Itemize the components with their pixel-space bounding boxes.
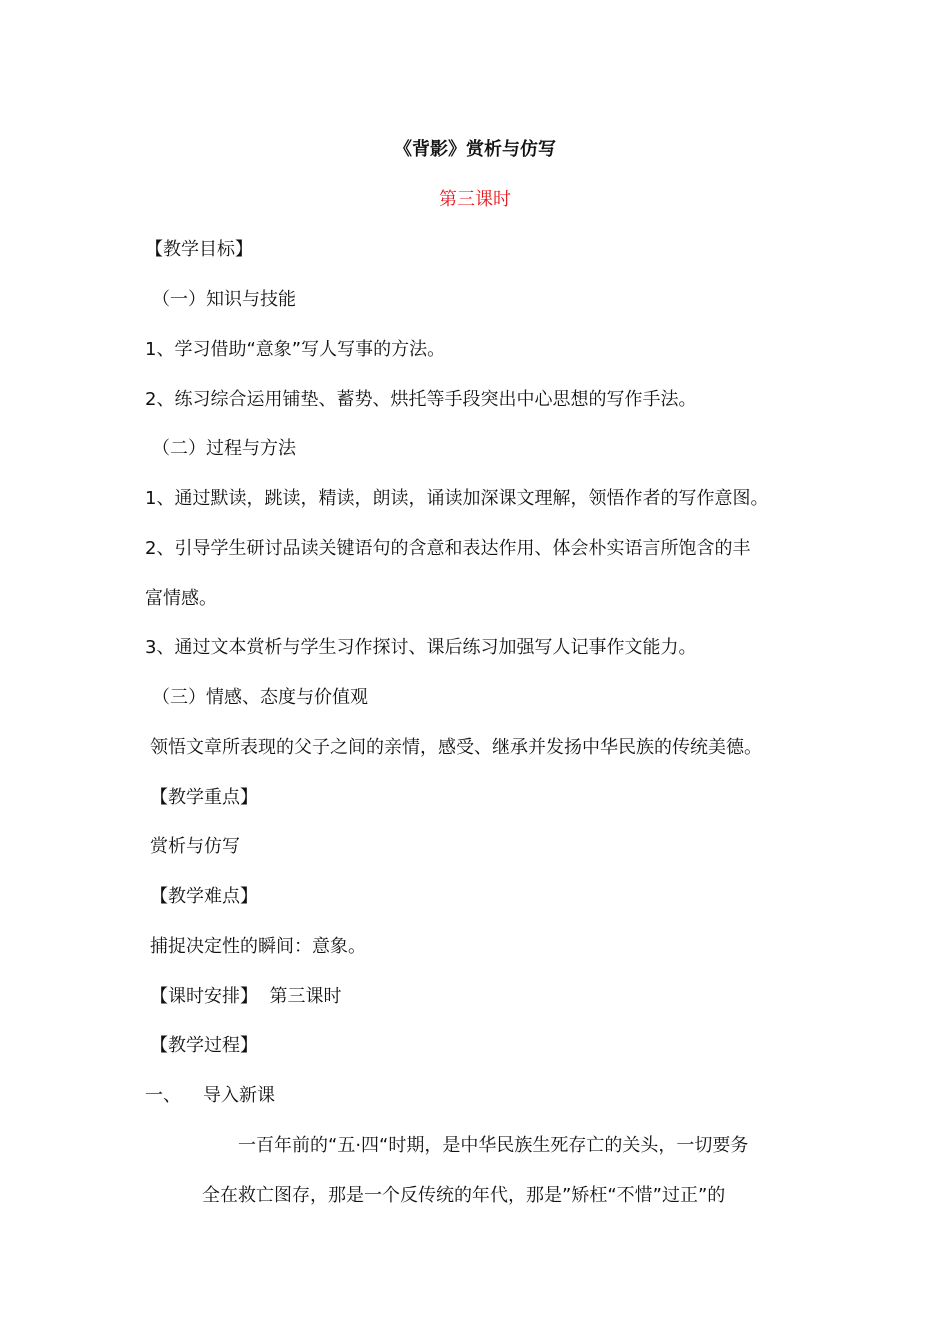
paragraph-line: 一百年前的“五·四“时期，是中华民族生死存亡的关头，一切要务 — [238, 1135, 749, 1156]
section2-item: 富情感。 — [145, 588, 217, 609]
section2-item: 3、通过文本赏析与学生习作探讨、课后练习加强写人记事作文能力。 — [145, 637, 697, 658]
section1-heading: （一）知识与技能 — [152, 289, 296, 310]
section3-text: 领悟文章所表现的父子之间的亲情，感受、继承并发扬中华民族的传统美德。 — [150, 737, 762, 758]
section3-heading: （三）情感、态度与价值观 — [152, 687, 368, 708]
goals-heading: 【教学目标】 — [145, 239, 253, 260]
page-title: 《背影》赏析与仿写 — [394, 139, 556, 160]
step1-title: 导入新课 — [203, 1085, 275, 1106]
section2-item: 1、通过默读，跳读，精读，朗读，诵读加深课文理解，领悟作者的写作意图。 — [145, 488, 769, 509]
schedule-heading: 【课时安排】 — [150, 986, 258, 1007]
section1-item: 2、练习综合运用铺垫、蓄势、烘托等手段突出中心思想的写作手法。 — [145, 389, 697, 410]
step1-row — [145, 1084, 275, 1108]
difficulty-heading: 【教学难点】 — [150, 886, 258, 907]
schedule-row — [150, 985, 341, 1009]
process-heading: 【教学过程】 — [150, 1035, 258, 1056]
section2-heading: （二）过程与方法 — [152, 438, 296, 459]
section2-item: 2、引导学生研讨品读关键语句的含意和表达作用、体会朴实语言所饱含的丰 — [145, 538, 751, 559]
section1-item: 1、学习借助“意象”写人写事的方法。 — [145, 339, 446, 360]
paragraph-line: 全在救亡图存，那是一个反传统的年代，那是”矫枉“不惜”过正”的 — [202, 1185, 726, 1206]
key-text: 赏析与仿写 — [150, 836, 240, 857]
difficulty-text: 捕捉决定性的瞬间：意象。 — [150, 936, 366, 957]
key-heading: 【教学重点】 — [150, 787, 258, 808]
step1-marker: 一、 — [145, 1085, 181, 1106]
schedule-text: 第三课时 — [269, 986, 342, 1007]
page-subtitle: 第三课时 — [439, 189, 511, 210]
